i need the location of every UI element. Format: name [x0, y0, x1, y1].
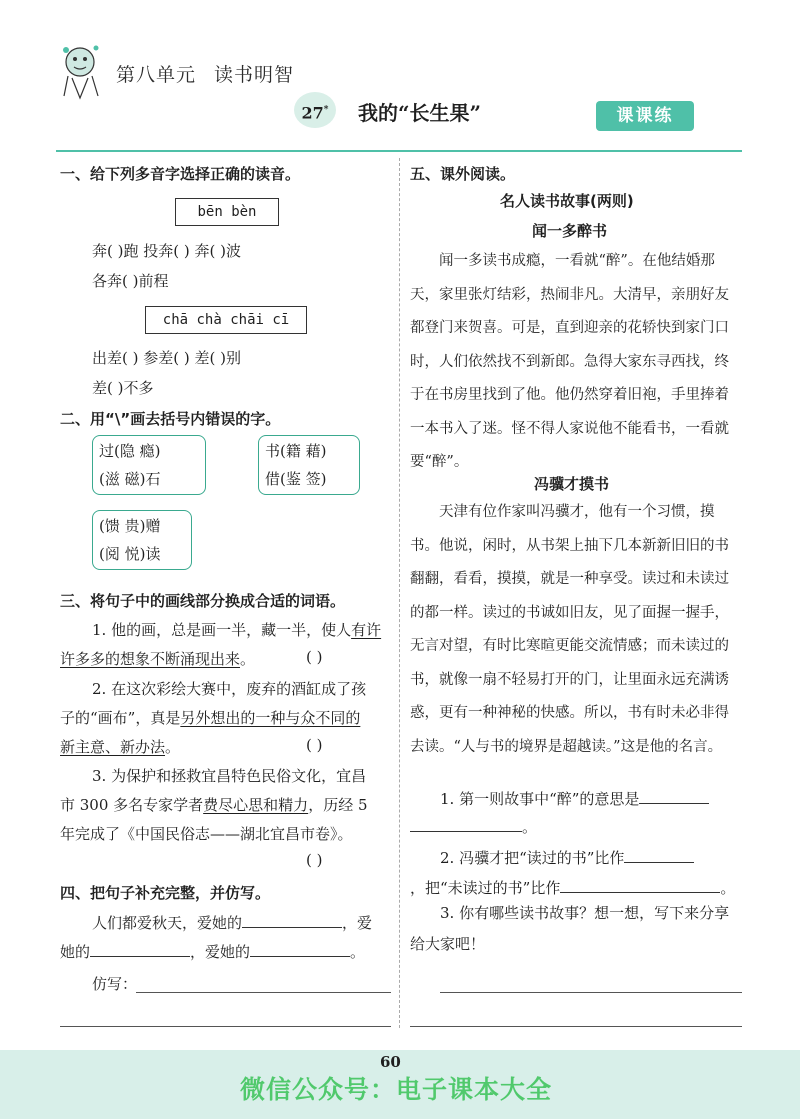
sec1-row4: 差( )不多 [92, 379, 154, 397]
sec4-line2 [60, 940, 365, 962]
text: 她的 [60, 943, 91, 961]
story2-title: 冯骥才摸书 [534, 475, 610, 493]
writing-line[interactable] [136, 992, 391, 993]
pinyin-options-b: chā chà chāi cī [145, 306, 307, 334]
word-box-line: (馈 贵)赠 [99, 517, 161, 535]
text: 。 [240, 650, 256, 668]
word-box-3 [92, 510, 192, 570]
unit-name: 第八单元 [116, 64, 197, 86]
column-divider [399, 158, 400, 1028]
sec1-row2: 各奔( )前程 [92, 272, 169, 290]
practice-badge-label: 课课练 [596, 101, 694, 131]
blank-line[interactable] [560, 876, 720, 893]
story2-paragraph: 天津有位作家叫冯骥才，他有一个习惯，摸书。他说，闲时，从书架上抽下几本新新旧旧的书翻翻，看看，摸摸，就是一种享受。读过和未读过的都一样。读过的书诚如旧友，见了面握一握手，无言对望，有时比寒暄更能交流情感；而未读过的书，就像一扇不轻易打开的门，让里面永远充满诱惑，更有一种神秘的快感。所以，书有时未必非得去读。“人与书的境界是超越读。”这是他的名言。 [410, 504, 729, 755]
sec5-q2 [440, 846, 694, 868]
text: 1. 他的画，总是画一半，藏一半，使人 [92, 621, 352, 639]
answer-paren: ( ) [306, 736, 323, 754]
pinyin-options-a: bēn bèn [175, 198, 279, 226]
blank-line[interactable] [410, 815, 522, 832]
blank-line[interactable] [90, 940, 190, 957]
text: ，爱 [342, 914, 373, 932]
text: 。 [165, 738, 181, 756]
writing-line[interactable] [60, 1026, 391, 1027]
section2-title: 二、用“\”画去括号内错误的字。 [60, 410, 281, 428]
text: 。 [350, 943, 366, 961]
word-box-line: (滋 磁)石 [99, 470, 161, 488]
blank-line[interactable] [242, 911, 342, 928]
section4-title: 四、把句子补充完整，并仿写。 [60, 884, 271, 902]
text: 人们都爱秋天，爱她的 [92, 914, 243, 932]
blank-line[interactable] [250, 940, 350, 957]
underlined-phrase: 新主意、新办法 [60, 738, 166, 756]
sec4-line1 [92, 911, 372, 933]
sec3-q2-line3 [60, 736, 180, 757]
sec3-q2-line1: 2. 在这次彩绘大赛中，废弃的酒缸成了孩 [92, 680, 367, 698]
text: 2. 冯骥才把“读过的书”比作 [440, 849, 625, 867]
text: 市 300 多名专家学者 [60, 796, 204, 814]
lesson-title: 我的“长生果” [358, 101, 482, 125]
word-box-2 [258, 435, 360, 495]
story1-title: 闻一多醉书 [532, 222, 608, 240]
sec1-row3: 出差( ) 参差( ) 差( )别 [92, 349, 241, 367]
word-box-line: 借(鉴 签) [265, 470, 327, 488]
word-box-line: (阅 悦)读 [99, 545, 161, 563]
blank-line[interactable] [624, 846, 694, 863]
answer-paren: ( ) [306, 648, 323, 666]
sec3-q3-line1: 3. 为保护和拯救宜昌特色民俗文化，宜昌 [92, 767, 367, 785]
answer-paren: ( ) [306, 851, 323, 869]
sec5-q3: 3. 你有哪些读书故事？想一想，写下来分享给大家吧！ [410, 904, 730, 953]
imitate-label: 仿写： [92, 975, 138, 993]
unit-label [116, 60, 294, 87]
mascot-illustration [56, 40, 108, 102]
sec5-q2-cont [410, 876, 735, 898]
section1-title: 一、给下列多音字选择正确的读音。 [60, 165, 301, 183]
page-number: 60 [380, 1053, 401, 1071]
text: ，爱她的 [190, 943, 251, 961]
text: ，把“未读过的书”比作 [410, 879, 561, 897]
writing-line[interactable] [440, 992, 742, 993]
lesson-star-mark: * [323, 105, 329, 115]
sec3-q3-line2 [60, 794, 368, 815]
lesson-number [294, 92, 336, 128]
text: ，历经 5 [308, 796, 368, 814]
practice-badge [596, 101, 694, 131]
text: 。 [720, 879, 736, 897]
sec5-q1-cont [410, 815, 537, 837]
text: 。 [522, 818, 538, 836]
sec3-q1-line1 [92, 619, 381, 640]
sec3-q2-line2 [60, 707, 360, 728]
word-box-1 [92, 435, 206, 495]
sec3-q3-line3: 年完成了《中国民俗志——湖北宜昌市卷》。 [60, 825, 353, 843]
underlined-phrase: 另外想出的一种与众不同的 [180, 709, 361, 727]
sec5-q1 [440, 787, 709, 809]
underlined-phrase: 有许 [351, 621, 382, 639]
story-title: 名人读书故事(两则) [500, 192, 634, 210]
word-box-line: 书(籍 藉) [265, 442, 327, 460]
story1-paragraph: 闻一多读书成瘾，一看就“醉”。在他结婚那天，家里张灯结彩，热闹非凡。大清早，亲朋好友都登门来贺喜。可是，直到迎亲的花轿快到家门口时，人们依然找不到新郎。急得大家东寻西找，终于在书房里找到了他。他仍然穿着旧袍，手里捧着一本书入了迷。怪不得人家说他不能看书，一看就要“醉”。 [410, 253, 729, 470]
section5-title: 五、课外阅读。 [410, 165, 516, 183]
underlined-phrase: 许多多的想象不断涌现出来 [60, 650, 241, 668]
sec1-row1: 奔( )跑 投奔( ) 奔( )波 [92, 242, 241, 260]
watermark-text: 微信公众号：电子课本大全 [240, 1075, 553, 1104]
word-box-line: 过(隐 瘾) [99, 442, 161, 460]
lesson-number-text: 27 [301, 103, 324, 123]
section3-title: 三、将句子中的画线部分换成合适的词语。 [60, 592, 346, 610]
sec3-q1-line2 [60, 648, 255, 669]
unit-theme: 读书明智 [214, 64, 295, 86]
blank-line[interactable] [639, 787, 709, 804]
text: 子的“画布”，真是 [60, 709, 181, 727]
text: 1. 第一则故事中“醉”的意思是 [440, 790, 640, 808]
writing-line[interactable] [410, 1026, 742, 1027]
underlined-phrase: 费尽心思和精力 [203, 796, 309, 814]
header-rule [56, 150, 742, 152]
